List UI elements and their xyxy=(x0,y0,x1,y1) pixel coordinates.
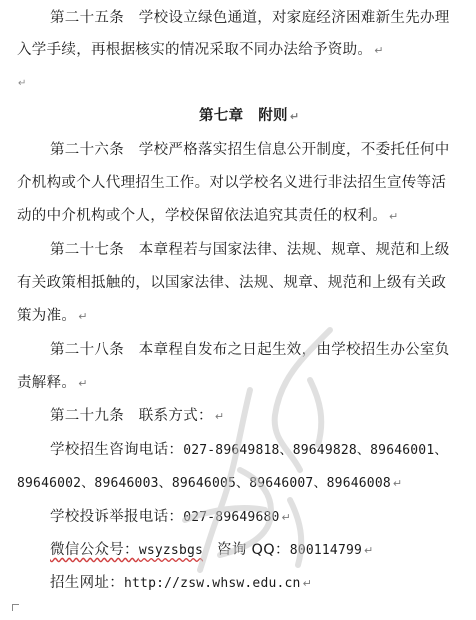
chapter-heading xyxy=(199,106,299,127)
website-url[interactable]: http://zsw.whsw.edu.cn xyxy=(124,576,301,591)
article-26-text-3: 动的中介机构或个人，学校保留依法追究其责任的权利。 xyxy=(17,208,387,224)
article-27-text-2: 有关政策相抵触的，以国家法律、法规、规章、规范和上级有关政 xyxy=(17,275,447,291)
article-29-text-1: 第二十九条 联系方式： xyxy=(50,408,213,424)
article-28-line-1 xyxy=(50,340,450,360)
paragraph-mark: ↵ xyxy=(289,110,300,123)
article-29-line-1 xyxy=(50,406,224,427)
article-26-text-2: 介机构或个人代理招生工作。对以学校名义进行非法招生宣传等活 xyxy=(17,175,447,191)
wechat-qq-line xyxy=(50,540,374,561)
admission-phone-numbers-1: 027-89649818、89649828、89646001、 xyxy=(183,443,448,458)
paragraph-mark: ↵ xyxy=(78,310,88,323)
article-27-line-1 xyxy=(50,240,450,260)
article-25-text-1: 第二十五条 学校设立绿色通道，对家庭经济困难新生先办理 xyxy=(50,10,450,26)
paragraph-mark: ↵ xyxy=(389,210,399,223)
article-27-text-1: 第二十七条 本章程若与国家法律、法规、规章、规范和上级 xyxy=(50,242,450,258)
wechat-account: wsyzsbgs xyxy=(138,543,204,558)
paragraph-mark: ↵ xyxy=(281,511,292,524)
article-26-line-1 xyxy=(50,140,450,160)
complaint-phone-line xyxy=(50,507,291,528)
paragraph-mark: ↵ xyxy=(392,477,403,490)
admission-phone-label: 学校招生咨询电话： xyxy=(50,442,184,458)
wechat-label: 微信公众号： xyxy=(50,542,139,558)
admission-phone-line-2 xyxy=(17,473,402,494)
article-26-line-2 xyxy=(17,173,446,193)
chapter-title: 第七章 附则 xyxy=(199,108,288,124)
paragraph-mark: ↵ xyxy=(214,410,225,423)
admission-phone-line xyxy=(50,440,448,461)
complaint-phone-label: 学校投诉举报电话： xyxy=(50,509,184,525)
website-label: 招生网址： xyxy=(50,575,124,591)
article-27-line-3 xyxy=(17,306,88,327)
paragraph-mark: ↵ xyxy=(364,544,374,557)
article-28-text-2: 责解释。 xyxy=(17,375,77,391)
article-26-line-3 xyxy=(17,206,399,227)
article-26-text-1: 第二十六条 学校严格落实招生信息公开制度，不委托任何中 xyxy=(50,142,450,158)
website-line xyxy=(50,573,312,594)
paragraph-mark: ↵ xyxy=(302,577,313,590)
article-25-text-2: 入学手续，再根据核实的情况采取不同办法给予资助。 xyxy=(17,42,373,58)
article-28-text-1: 第二十八条 本章程自发布之日起生效，由学校招生办公室负 xyxy=(50,342,450,358)
article-27-text-3: 策为准。 xyxy=(17,308,77,324)
article-28-line-2 xyxy=(17,373,88,394)
qq-label: 咨询 QQ： xyxy=(217,542,290,558)
empty-paragraph-mark: ↵ xyxy=(18,78,27,89)
article-25-line-1 xyxy=(50,8,450,28)
admission-phone-numbers-2: 89646002、89646003、89646005、89646007、89646008 xyxy=(17,476,391,491)
paragraph-mark: ↵ xyxy=(374,44,384,57)
paragraph-mark: ↵ xyxy=(78,377,88,390)
article-25-line-2 xyxy=(17,40,384,61)
margin-corner-mark xyxy=(12,604,19,611)
qq-number: 800114799 xyxy=(289,543,363,558)
article-27-line-2 xyxy=(17,273,446,293)
complaint-phone-number: 027-89649680 xyxy=(183,510,280,525)
